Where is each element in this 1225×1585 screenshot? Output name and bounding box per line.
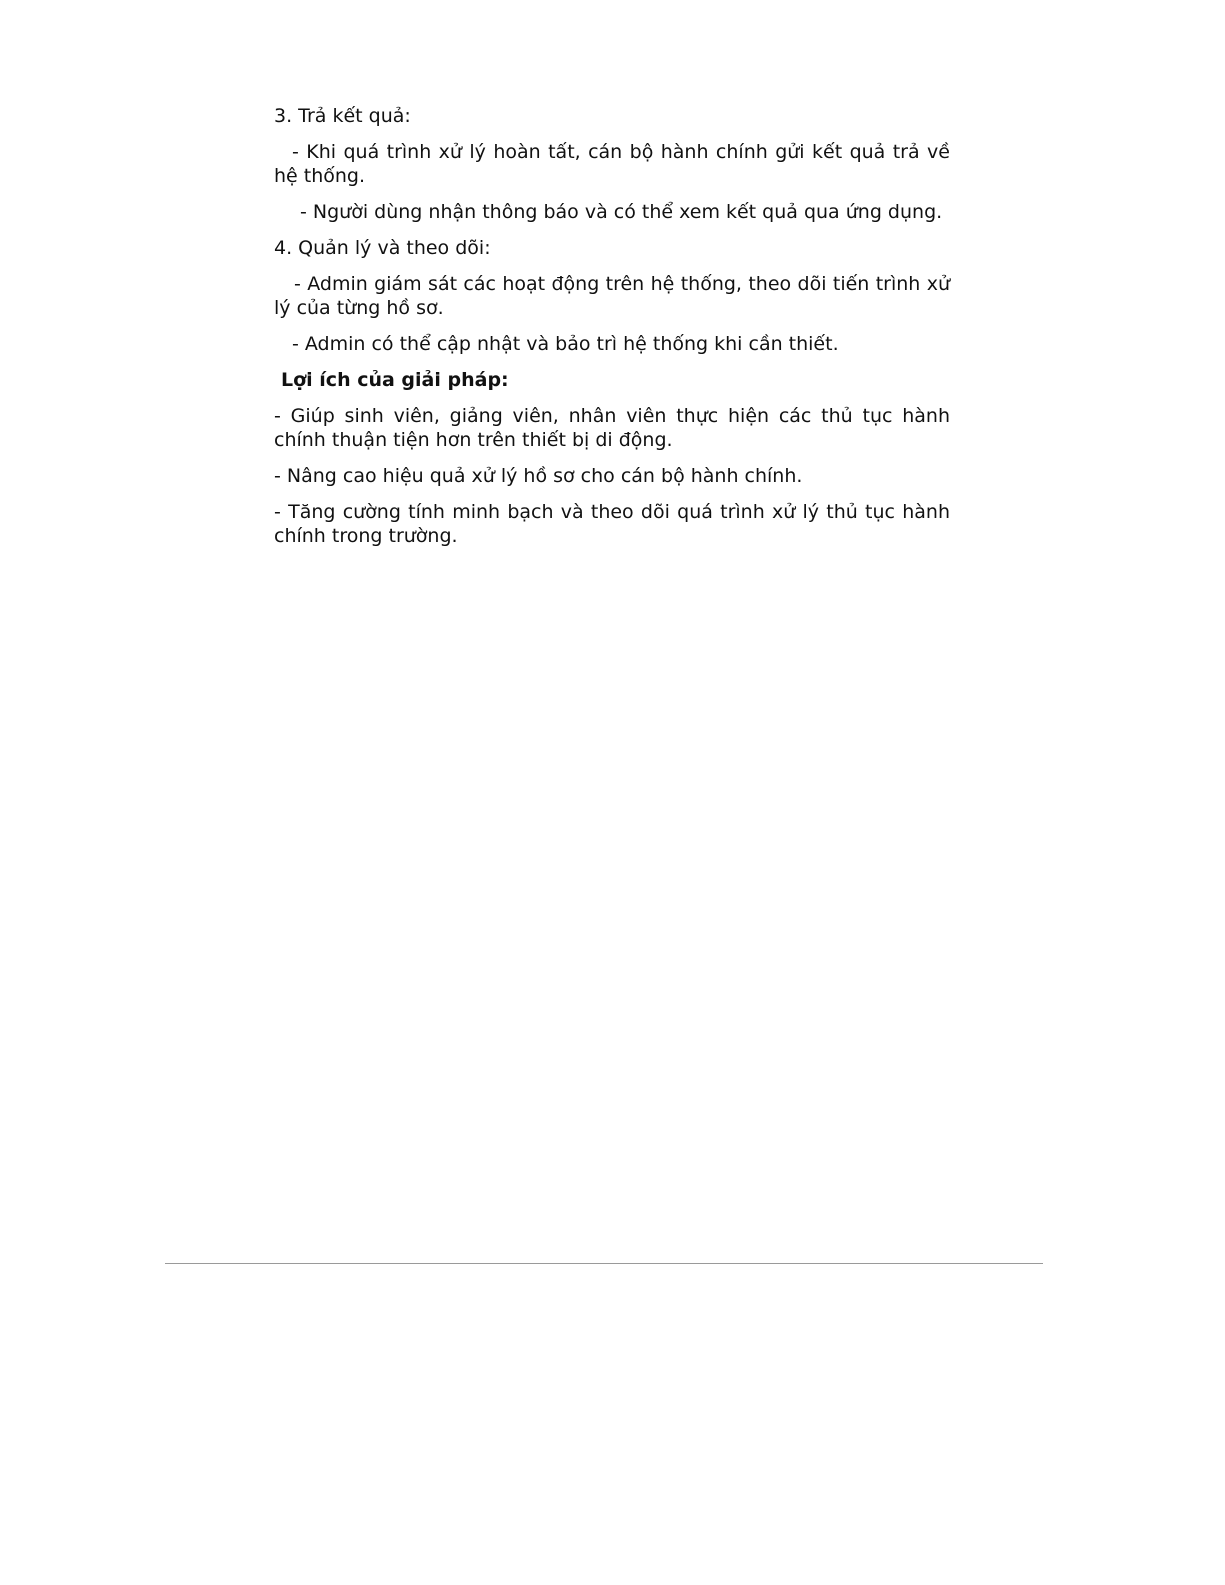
footer-divider: [165, 1263, 1043, 1264]
benefits-heading: Lợi ích của giải pháp:: [281, 369, 509, 391]
step3-item-1: - Khi quá trình xử lý hoàn tất, cán bộ hành chính gửi kết quả trả về hệ thống.: [274, 141, 950, 187]
benefit-item-1: - Giúp sinh viên, giảng viên, nhân viên thực hiện các thủ tục hành chính thuận tiện hơn trên thiết bị di động.: [274, 405, 950, 451]
step4-title: 4. Quản lý và theo dõi:: [274, 237, 491, 259]
step3-item-2: - Người dùng nhận thông báo và có thể xem kết quả qua ứng dụng.: [300, 201, 943, 223]
step4-item-1: - Admin giám sát các hoạt động trên hệ thống, theo dõi tiến trình xử lý của từng hồ sơ.: [274, 273, 950, 319]
step3-title: 3. Trả kết quả:: [274, 105, 411, 127]
benefit-item-2: - Nâng cao hiệu quả xử lý hồ sơ cho cán bộ hành chính.: [274, 465, 803, 487]
document-body: [274, 104, 950, 560]
benefit-item-3: - Tăng cường tính minh bạch và theo dõi quá trình xử lý thủ tục hành chính trong trường.: [274, 501, 950, 547]
step4-item-2: - Admin có thể cập nhật và bảo trì hệ thống khi cần thiết.: [292, 333, 839, 355]
